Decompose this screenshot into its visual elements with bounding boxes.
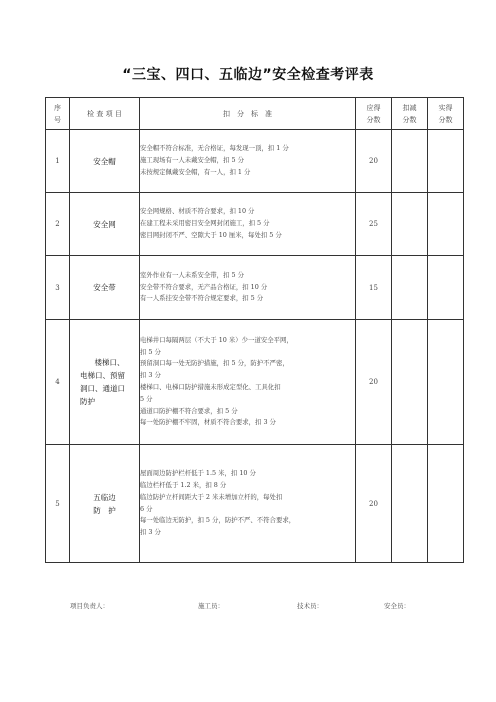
table-row (46, 445, 464, 563)
check-item (70, 256, 140, 320)
criteria-line: 6 分 (140, 504, 153, 513)
full-score: 20 (356, 320, 392, 445)
header-full-score-line2: 分数 (366, 115, 381, 124)
check-item-line: 楼梯口、 (94, 358, 125, 367)
actual-score[interactable] (428, 193, 464, 256)
criteria-line: 在建工程未采用密目安全网封闭施工，扣 5 分 (140, 219, 270, 228)
header-actual (428, 98, 464, 130)
header-full-score-line1: 应得 (366, 103, 381, 112)
check-item-line: 洞口、通道口 (80, 384, 125, 393)
criteria-line: 临边栏杆低于 1.2 米，扣 8 分 (140, 480, 227, 489)
row-number: 3 (46, 256, 70, 320)
footer-constructor: 施工员： (198, 602, 224, 610)
criteria-line: 未按规定佩戴安全帽，有一人，扣 1 分 (140, 167, 251, 176)
actual-score[interactable] (428, 320, 464, 445)
header-seq (46, 98, 70, 130)
criteria-line: 楼梯口、电梯口防护措施未形成定型化、工具化扣 (140, 383, 281, 391)
header-actual-line2: 分数 (438, 115, 453, 124)
criteria-line: 每一处临边无防护，扣 5 分，防护不严、不符合要求， (140, 516, 296, 525)
criteria-line: 屋面周边防护栏杆低于 1.5 米，扣 10 分 (140, 469, 256, 478)
criteria-line: 安全带不符合要求，无产品合格证，扣 10 分 (140, 282, 268, 291)
table-row (46, 130, 464, 193)
deduction-criteria (140, 256, 356, 320)
check-item (70, 320, 140, 445)
criteria-line: 室外作业有一人未系安全带，扣 5 分 (140, 270, 244, 279)
criteria-line: 扣 3 分 (140, 528, 161, 537)
row-number: 5 (46, 445, 70, 563)
deducted-score[interactable] (392, 193, 428, 256)
inspection-table (45, 97, 464, 563)
row-number: 1 (46, 130, 70, 193)
footer-project-manager: 项目负责人： (70, 602, 109, 610)
page-title: “三宝、四口、五临边”安全检查考评表 (122, 67, 374, 83)
check-item (70, 130, 140, 193)
table-row (46, 320, 464, 445)
criteria-line: 通道口防护棚不符合要求，扣 5 分 (140, 406, 238, 415)
criteria-line: 扣 5 分 (140, 347, 161, 356)
footer-safety-officer: 安全员： (384, 602, 410, 610)
criteria-line: 有一人系挂安全带不符合规定要求，扣 5 分 (140, 294, 264, 303)
footer-technician: 技术员： (297, 602, 323, 610)
actual-score[interactable] (428, 130, 464, 193)
full-score: 20 (356, 130, 392, 193)
header-deduct (392, 98, 428, 130)
header-item: 检 查 项 目 (70, 98, 140, 130)
row-number: 2 (46, 193, 70, 256)
deduction-criteria (140, 320, 356, 445)
header-deduct-line1: 扣减 (402, 103, 417, 112)
check-item (70, 445, 140, 563)
check-item-line: 安全网 (93, 219, 116, 229)
criteria-line: 扣 3 分 (140, 371, 161, 380)
full-score: 15 (356, 256, 392, 320)
check-item-line: 安全帽 (93, 156, 116, 166)
criteria-line: 预留洞口每一处无防护措施，扣 5 分，防护不严密， (140, 359, 289, 368)
header-seq-line2: 号 (54, 115, 61, 124)
check-item-line: 防 护 (93, 505, 116, 515)
actual-score[interactable] (428, 445, 464, 563)
check-item-line: 五临边 (93, 492, 116, 502)
row-number: 4 (46, 320, 70, 445)
deduction-criteria (140, 193, 356, 256)
full-score: 25 (356, 193, 392, 256)
criteria-line: 电梯井口每隔两层（不大于 10 米）少一道安全平网， (140, 335, 293, 344)
deducted-score[interactable] (392, 320, 428, 445)
deducted-score[interactable] (392, 130, 428, 193)
deduction-criteria (140, 445, 356, 563)
header-criteria: 扣 分 标 准 (140, 98, 356, 130)
header-row (46, 98, 464, 130)
criteria-line: 5 分 (140, 394, 153, 403)
criteria-line: 安全帽不符合标准，无合格证，每发现一顶，扣 1 分 (140, 144, 289, 153)
criteria-line: 密目网封闭不严、空隙大于 10 厘米，每处扣 5 分 (140, 230, 282, 239)
check-item-line: 防护 (80, 397, 95, 406)
header-actual-line1: 实得 (438, 103, 453, 112)
header-full-score (356, 98, 392, 130)
check-item-line: 电梯口、预留 (80, 371, 125, 380)
check-item (70, 193, 140, 256)
header-deduct-line2: 分数 (402, 115, 417, 124)
table-row (46, 256, 464, 320)
deducted-score[interactable] (392, 256, 428, 320)
deduction-criteria (140, 130, 356, 193)
table-row (46, 193, 464, 256)
full-score: 20 (356, 445, 392, 563)
criteria-line: 临边防护立杆间距大于 2 米未增加立杆的，每处扣 (140, 492, 283, 501)
criteria-line: 施工现场有一人未戴安全帽，扣 5 分 (140, 156, 244, 165)
actual-score[interactable] (428, 256, 464, 320)
deducted-score[interactable] (392, 445, 428, 563)
criteria-line: 安全网规格、材质不符合要求，扣 10 分 (140, 207, 255, 216)
criteria-line: 每一处防护棚不牢固，材质不符合要求，扣 3 分 (140, 418, 276, 427)
header-seq-line1: 序 (54, 103, 61, 112)
check-item-line: 安全带 (93, 283, 116, 292)
